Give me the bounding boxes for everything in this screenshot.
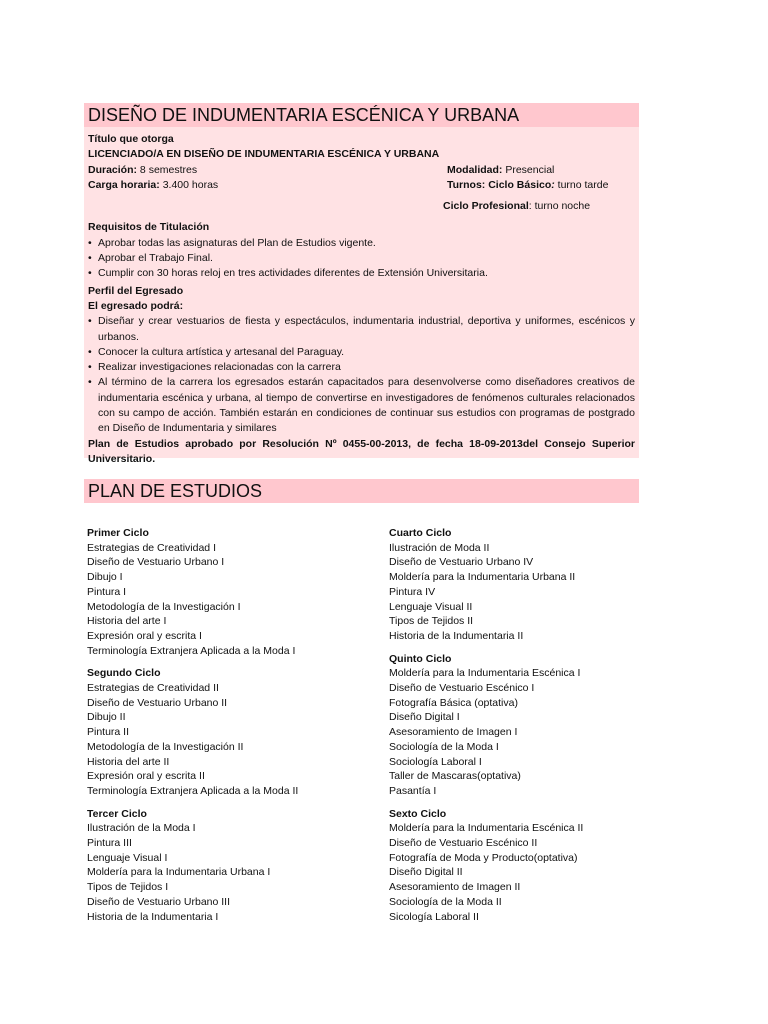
- subject-item: Sociología de la Moda I: [389, 740, 499, 753]
- career-title: DISEÑO DE INDUMENTARIA ESCÉNICA Y URBANA: [84, 103, 639, 127]
- carga-turnos-row: [88, 178, 635, 193]
- perfil-title: Perfil del Egresado: [88, 284, 184, 297]
- subject-item: Diseño de Vestuario Urbano III: [87, 895, 231, 908]
- subject-item: Moldería para la Indumentaria Urbana I: [87, 866, 271, 879]
- subject-item: Expresión oral y escrita I: [87, 629, 202, 642]
- subject-item: Diseño de Vestuario Urbano IV: [389, 556, 534, 569]
- ciclo-block: [87, 526, 377, 658]
- subject-item: Pintura IV: [389, 585, 436, 598]
- subject-item: Diseño Digital I: [389, 711, 460, 724]
- subject-item: Ilustración de Moda II: [389, 541, 490, 554]
- requisitos-list: [88, 236, 635, 282]
- subject-item: Sociología Laboral I: [389, 755, 482, 768]
- subject-item: Estrategias de Creatividad II: [87, 682, 219, 695]
- subject-item: Pintura III: [87, 837, 132, 850]
- subject-item: Estrategias de Creatividad I: [87, 541, 216, 554]
- ciclo-block: [389, 526, 679, 644]
- list-item: • Diseñar y crear vestuarios de fiesta y espectáculos, indumentaria industrial, deportiva y uniformes, escénicos y urbanos.: [88, 314, 635, 345]
- subject-item: Moldería para la Indumentaria Urbana II: [389, 571, 576, 584]
- ciclo-block: [87, 666, 377, 798]
- ciclo-block: [389, 807, 679, 925]
- modalidad-label: Modalidad:: [447, 163, 503, 176]
- list-item: • Conocer la cultura artística y artesanal del Paraguay.: [88, 345, 635, 360]
- subject-item: Asesoramiento de Imagen I: [389, 726, 518, 739]
- duracion-modalidad-row: [88, 163, 635, 178]
- ciclo-title: Sexto Ciclo: [389, 807, 447, 820]
- profesional-value: : turno noche: [528, 200, 591, 213]
- subject-item: Sociología de la Moda II: [389, 895, 502, 908]
- subject-item: Pintura II: [87, 726, 130, 739]
- modalidad-value: Presencial: [502, 163, 555, 176]
- subject-item: Terminología Extranjera Aplicada a la Moda I: [87, 644, 296, 657]
- subject-item: Pintura I: [87, 585, 127, 598]
- subject-item: Moldería para la Indumentaria Escénica I: [389, 667, 581, 680]
- subject-item: Metodología de la Investigación II: [87, 740, 244, 753]
- subject-item: Diseño de Vestuario Urbano II: [87, 696, 228, 709]
- subject-item: Lenguaje Visual I: [87, 851, 168, 864]
- duracion-value: 8 semestres: [137, 163, 198, 176]
- duracion-label: Duración:: [88, 163, 138, 176]
- titulo-label: Título que otorga: [88, 133, 174, 145]
- subject-item: Fotografía de Moda y Producto(optativa): [389, 851, 578, 864]
- subject-item: Asesoramiento de Imagen II: [389, 881, 521, 894]
- ciclo-title: Cuarto Ciclo: [389, 527, 452, 539]
- list-item: • Realizar investigaciones relacionadas con la carrera: [88, 360, 635, 375]
- perfil-subtitle: El egresado podrá:: [88, 299, 184, 312]
- subject-item: Expresión oral y escrita II: [87, 770, 205, 783]
- subject-item: Historia de la Indumentaria II: [389, 629, 524, 642]
- plan-title: PLAN DE ESTUDIOS: [84, 479, 639, 503]
- turnos-value: turno tarde: [554, 178, 609, 191]
- turnos-label: Turnos: Ciclo Básico: [447, 178, 552, 191]
- subject-item: Pasantía I: [389, 784, 437, 797]
- ciclo-title: Primer Ciclo: [87, 527, 149, 539]
- titulo-value: LICENCIADO/A EN DISEÑO DE INDUMENTARIA ESCÉNICA Y URBANA: [88, 148, 440, 161]
- profesional-label: Ciclo Profesional: [443, 200, 529, 213]
- list-item: • Aprobar todas las asignaturas del Plan de Estudios vigente.: [88, 236, 635, 251]
- subject-item: Historia del arte I: [87, 615, 167, 628]
- subject-item: Fotografía Básica (optativa): [389, 696, 518, 709]
- list-item: • Aprobar el Trabajo Final.: [88, 251, 635, 266]
- subject-item: Diseño Digital II: [389, 866, 463, 879]
- resolucion-text: Plan de Estudios aprobado por Resolución Nº 0455-00-2013, de fecha 18-09-2013del Consejo Superior Universitario.: [88, 437, 635, 465]
- carga-label: Carga horaria:: [88, 178, 160, 191]
- requisitos-title: Requisitos de Titulación: [88, 221, 210, 234]
- list-item: • Al término de la carrera los egresados estarán capacitados para desenvolverse como diseñadores creativos de indumentaria escénica y urbana, al tiempo de convertirse en investigadores de fenómenos culturales relacionados con su campo de acción. También estarán en condiciones de continuar sus estudios con programas de postgrado en Diseño de Indumentaria y similares: [88, 375, 635, 436]
- subject-item: Sicología Laboral II: [389, 910, 479, 923]
- subject-item: Historia del arte II: [87, 755, 170, 768]
- subject-item: Terminología Extranjera Aplicada a la Moda II: [87, 784, 299, 797]
- plan-column-right: [389, 526, 679, 932]
- ciclo-title: Tercer Ciclo: [87, 807, 147, 820]
- ciclo-profesional-row: [88, 199, 635, 214]
- subject-item: Diseño de Vestuario Escénico I: [389, 682, 535, 695]
- subject-item: Dibujo II: [87, 711, 126, 724]
- subject-item: Diseño de Vestuario Escénico II: [389, 837, 538, 850]
- subject-item: Ilustración de la Moda I: [87, 822, 196, 835]
- subject-item: Historia de la Indumentaria I: [87, 910, 219, 923]
- subject-item: Dibujo I: [87, 571, 123, 584]
- perfil-list: [88, 314, 635, 436]
- subject-item: Lenguaje Visual II: [389, 600, 473, 613]
- list-item: • Cumplir con 30 horas reloj en tres actividades diferentes de Extensión Universitaria.: [88, 266, 635, 281]
- turnos-colon: :: [551, 178, 555, 191]
- ciclo-block: [389, 652, 679, 799]
- ciclo-block: [87, 807, 377, 925]
- subject-item: Taller de Mascaras(optativa): [389, 770, 521, 783]
- subject-item: Tipos de Tejidos II: [389, 615, 474, 628]
- carga-value: 3.400 horas: [159, 178, 219, 191]
- subject-item: Metodología de la Investigación I: [87, 600, 241, 613]
- subject-item: Tipos de Tejidos I: [87, 881, 169, 894]
- subject-item: Diseño de Vestuario Urbano I: [87, 556, 225, 569]
- subject-item: Moldería para la Indumentaria Escénica II: [389, 822, 584, 835]
- ciclo-title: Segundo Ciclo: [87, 667, 161, 680]
- ciclo-title: Quinto Ciclo: [389, 652, 452, 665]
- plan-column-left: [87, 526, 377, 932]
- career-info-box: [84, 127, 639, 465]
